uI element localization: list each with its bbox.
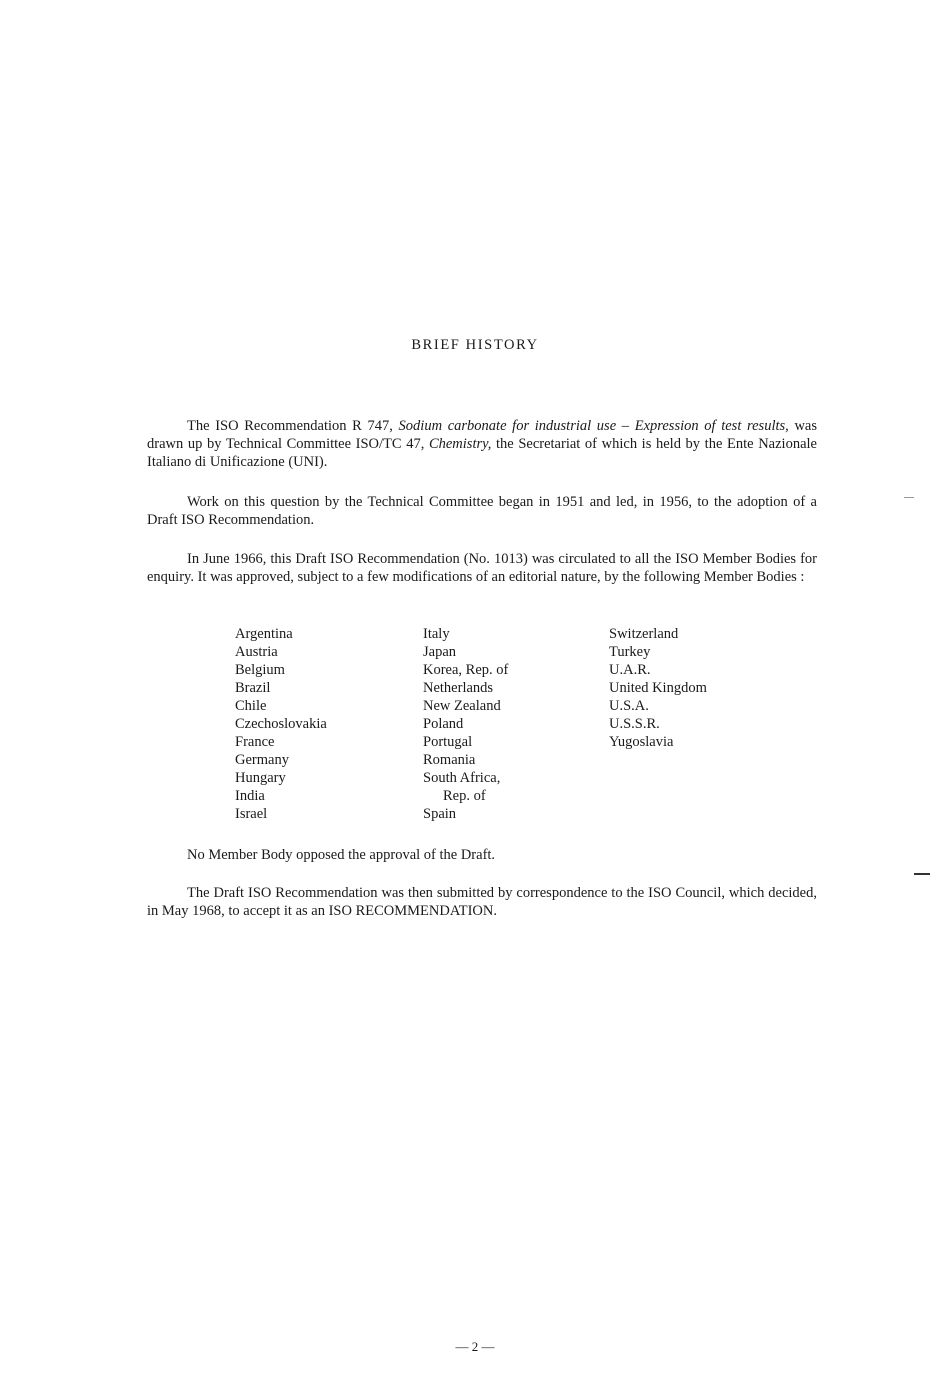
paragraph-no-opposition [147, 846, 817, 864]
member-body: U.S.S.R. [609, 716, 660, 732]
member-body-continuation: Rep. of [443, 788, 486, 804]
margin-mark [904, 497, 914, 498]
member-body: Korea, Rep. of [423, 662, 509, 678]
member-body: Portugal [423, 734, 473, 750]
margin-mark [914, 873, 930, 875]
paragraph-text: The ISO Recommendation R 747, [187, 418, 399, 434]
member-body: France [235, 734, 275, 750]
paragraph-text: was drawn up by Technical Committee ISO/TC 47, [147, 418, 817, 452]
member-body: Romania [423, 752, 476, 768]
member-body: Netherlands [423, 680, 494, 696]
member-body: Israel [235, 806, 268, 822]
member-body: Belgium [235, 662, 285, 678]
paragraph-text: No Member Body opposed the approval of the Draft. [187, 847, 496, 863]
paragraph-text: The Draft ISO Recommendation was then submitted by correspondence to the ISO Council, which decided, in May 1968, to accept it as an ISO RECOMMENDATION. [147, 885, 817, 919]
paragraph-text: In June 1966, this Draft ISO Recommendation (No. 1013) was circulated to all the ISO Member Bodies for enquiry. It was approved, subject to a few modifications of an editorial nature, by the following Member Bodies : [147, 551, 817, 585]
paragraph-council-decision [147, 884, 817, 920]
member-bodies-column-3 [609, 625, 707, 751]
member-body: U.A.R. [609, 662, 651, 678]
paragraph-recommendation-origin [147, 417, 817, 471]
member-body: Germany [235, 752, 289, 768]
member-body: India [235, 788, 265, 804]
member-bodies-list [0, 625, 950, 835]
member-body: Poland [423, 716, 464, 732]
member-body: Hungary [235, 770, 286, 786]
member-body: Argentina [235, 626, 293, 642]
committee-name: Chemistry, [428, 436, 492, 452]
member-body: Japan [423, 644, 457, 660]
member-body: Switzerland [609, 626, 679, 642]
member-body: Austria [235, 644, 278, 660]
member-body: U.S.A. [609, 698, 649, 714]
member-body: Czechoslovakia [235, 716, 327, 732]
member-bodies-column-2 [423, 625, 508, 823]
member-body: Turkey [609, 644, 651, 660]
page-title: BRIEF HISTORY [411, 337, 539, 353]
member-body: United Kingdom [609, 680, 707, 696]
paragraph-work-history [147, 493, 817, 529]
member-bodies-column-1 [235, 625, 327, 823]
member-body: South Africa, [423, 770, 501, 786]
paragraph-text: the Secretariat of which is held by the Ente Nazionale Italiano di Unificazione (UNI). [147, 436, 817, 470]
recommendation-title: Sodium carbonate for industrial use – Expression of test results, [398, 418, 789, 434]
member-body: Italy [423, 626, 450, 642]
page-number: — 2 — [455, 1339, 495, 1354]
paragraph-circulation [147, 550, 817, 586]
member-body: Spain [423, 806, 457, 822]
paragraph-text: Work on this question by the Technical Committee began in 1951 and led, in 1956, to the adoption of a Draft ISO Recommendation. [147, 494, 817, 528]
member-body: Chile [235, 698, 267, 714]
member-body: Yugoslavia [609, 734, 674, 750]
member-body: Brazil [235, 680, 271, 696]
member-body: New Zealand [423, 698, 501, 714]
